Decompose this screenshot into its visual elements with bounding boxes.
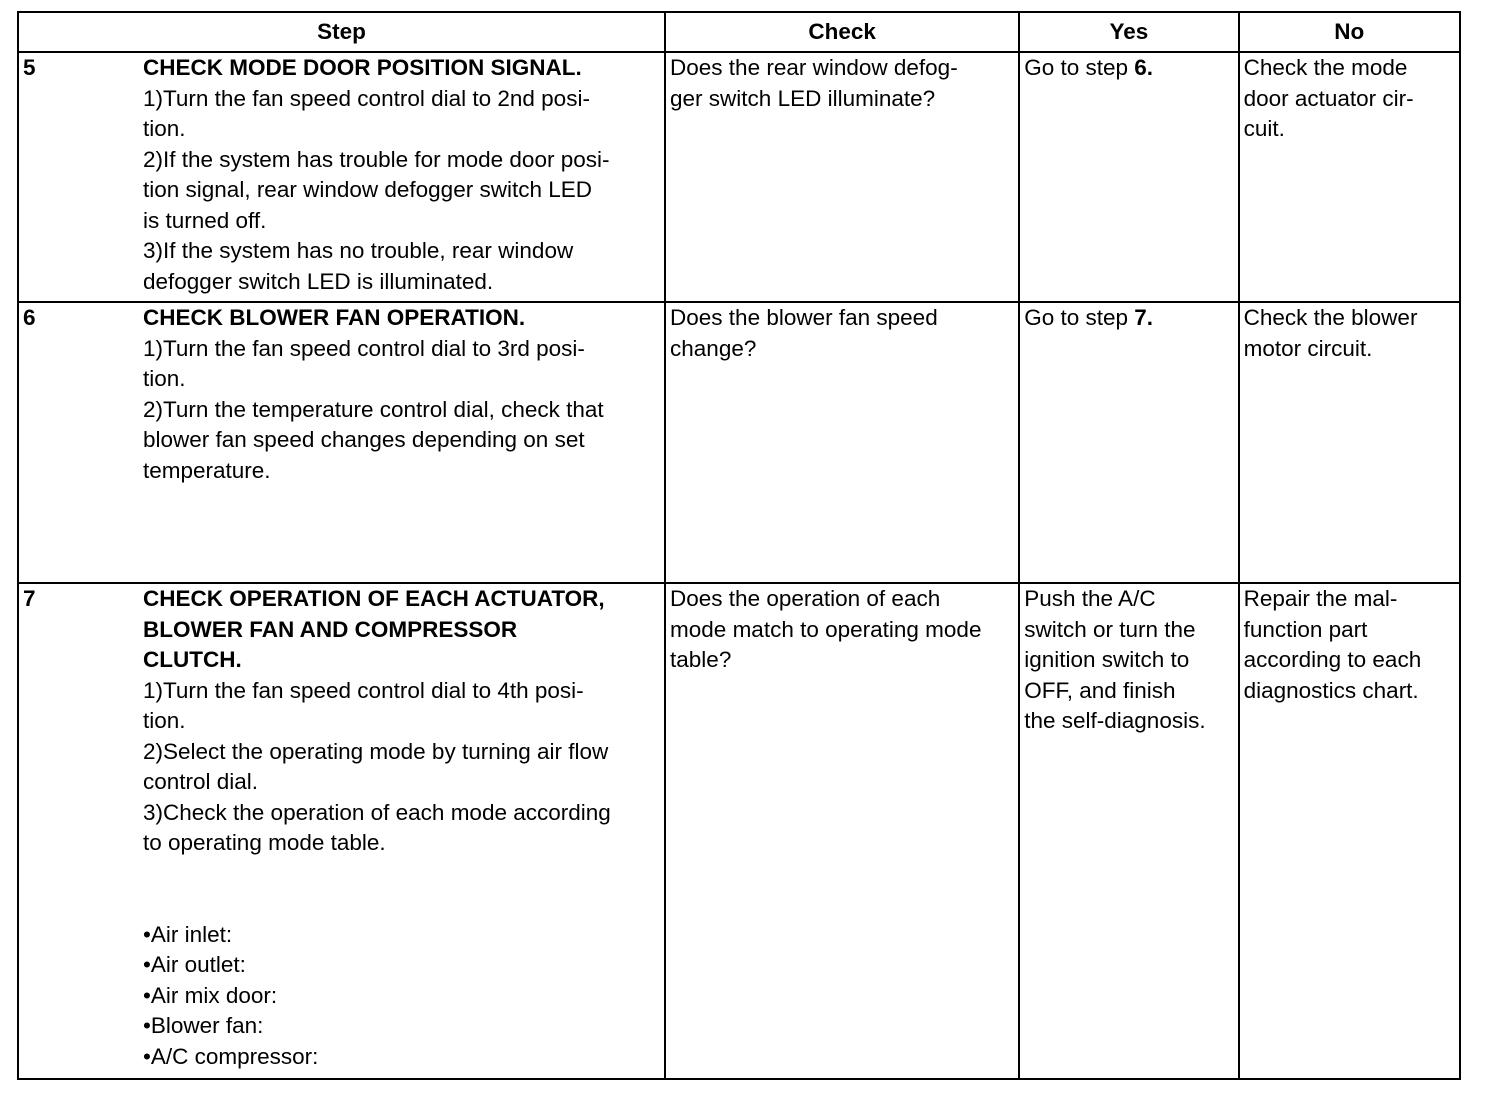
step-line: 2)If the system has trouble for mode door posi-	[143, 146, 610, 172]
step-line: is turned off.	[143, 207, 267, 233]
header-yes: Yes	[1019, 12, 1238, 52]
yes-cell	[1019, 52, 1238, 302]
step-line: blower fan speed changes depending on set	[143, 427, 585, 452]
step-line: tion.	[143, 708, 186, 733]
goto-step-6: 6.	[1134, 55, 1154, 80]
step-line: temperature.	[143, 457, 271, 483]
step-title: CHECK MODE DOOR POSITION SIGNAL.	[143, 55, 582, 80]
step-cell	[18, 302, 665, 583]
header-no: No	[1239, 12, 1460, 52]
no-cell	[1239, 52, 1460, 302]
table-row-step-5	[18, 52, 1460, 302]
step-line: tion.	[143, 116, 186, 141]
step-line: to operating mode table.	[143, 830, 386, 855]
header-step: Step	[18, 12, 665, 52]
check-text: Does the rear window defog-	[670, 55, 958, 80]
yes-text: the self-diagnosis.	[1024, 708, 1206, 733]
no-text: cuit.	[1243, 116, 1285, 141]
yes-text: Go to step	[1024, 55, 1135, 80]
yes-cell	[1019, 583, 1238, 1079]
step-line: defogger switch LED is illuminated.	[143, 268, 494, 294]
diagnostic-table	[17, 11, 1461, 1080]
yes-cell	[1019, 302, 1238, 583]
check-text: ger switch LED illuminate?	[670, 85, 936, 111]
bullet-item: •Air outlet:	[143, 952, 246, 977]
check-cell	[665, 302, 1019, 583]
no-text: door actuator cir-	[1243, 85, 1414, 111]
check-cell	[665, 583, 1019, 1079]
step-number: 5	[23, 55, 36, 80]
step-cell	[18, 52, 665, 302]
step-line: 3)Check the operation of each mode according	[143, 799, 611, 825]
step-line: tion signal, rear window defogger switch LED	[143, 177, 592, 202]
step-body	[143, 584, 661, 1072]
check-text: mode match to operating mode	[670, 616, 982, 642]
bullet-item: •Air mix door:	[143, 982, 278, 1008]
step-line: 1)Turn the fan speed control dial to 4th posi-	[143, 677, 584, 703]
step-line: 2)Turn the temperature control dial, check that	[143, 396, 604, 422]
no-text: motor circuit.	[1243, 335, 1373, 361]
step-title: CHECK BLOWER FAN OPERATION.	[143, 305, 526, 330]
yes-text: OFF, and finish	[1024, 677, 1176, 703]
step-cell	[18, 583, 665, 1079]
yes-text: Push the A/C	[1024, 586, 1156, 611]
header-check: Check	[665, 12, 1019, 52]
step-title: CHECK OPERATION OF EACH ACTUATOR,	[143, 586, 605, 611]
step-line: 3)If the system has no trouble, rear window	[143, 238, 574, 263]
bullet-item: •A/C compressor:	[143, 1043, 319, 1069]
yes-text: switch or turn the	[1024, 616, 1196, 642]
check-text: Does the blower fan speed	[670, 305, 938, 330]
no-text: according to each	[1243, 647, 1422, 672]
check-text: table?	[670, 647, 732, 672]
step-number: 7	[23, 586, 36, 611]
no-text: Repair the mal-	[1243, 586, 1398, 611]
step-line: 1)Turn the fan speed control dial to 2nd posi-	[143, 85, 590, 111]
no-text: Check the mode	[1243, 55, 1408, 80]
yes-text: Go to step	[1024, 305, 1135, 330]
spacer	[143, 859, 661, 920]
bullet-item: •Air inlet:	[143, 921, 233, 947]
table-row-step-6	[18, 302, 1460, 583]
no-cell	[1239, 302, 1460, 583]
step-number: 6	[23, 305, 36, 330]
yes-text: ignition switch to	[1024, 647, 1190, 672]
check-cell	[665, 52, 1019, 302]
step-body	[143, 53, 661, 297]
no-text: diagnostics chart.	[1243, 677, 1419, 703]
no-cell	[1239, 583, 1460, 1079]
step-line: tion.	[143, 366, 186, 391]
no-text: function part	[1243, 616, 1368, 642]
step-title: CLUTCH.	[143, 647, 242, 672]
step-line: control dial.	[143, 769, 259, 794]
check-text: Does the operation of each	[670, 586, 941, 611]
bullet-item: •Blower fan:	[143, 1013, 264, 1038]
table-row-step-7	[18, 583, 1460, 1079]
check-text: change?	[670, 335, 757, 361]
goto-step-7: 7.	[1134, 305, 1154, 330]
step-title: BLOWER FAN AND COMPRESSOR	[143, 616, 518, 642]
step-line: 1)Turn the fan speed control dial to 3rd posi-	[143, 335, 585, 361]
step-body	[143, 303, 661, 486]
table-header-row	[18, 12, 1460, 52]
step-line: 2)Select the operating mode by turning air flow	[143, 738, 609, 764]
no-text: Check the blower	[1243, 305, 1418, 330]
